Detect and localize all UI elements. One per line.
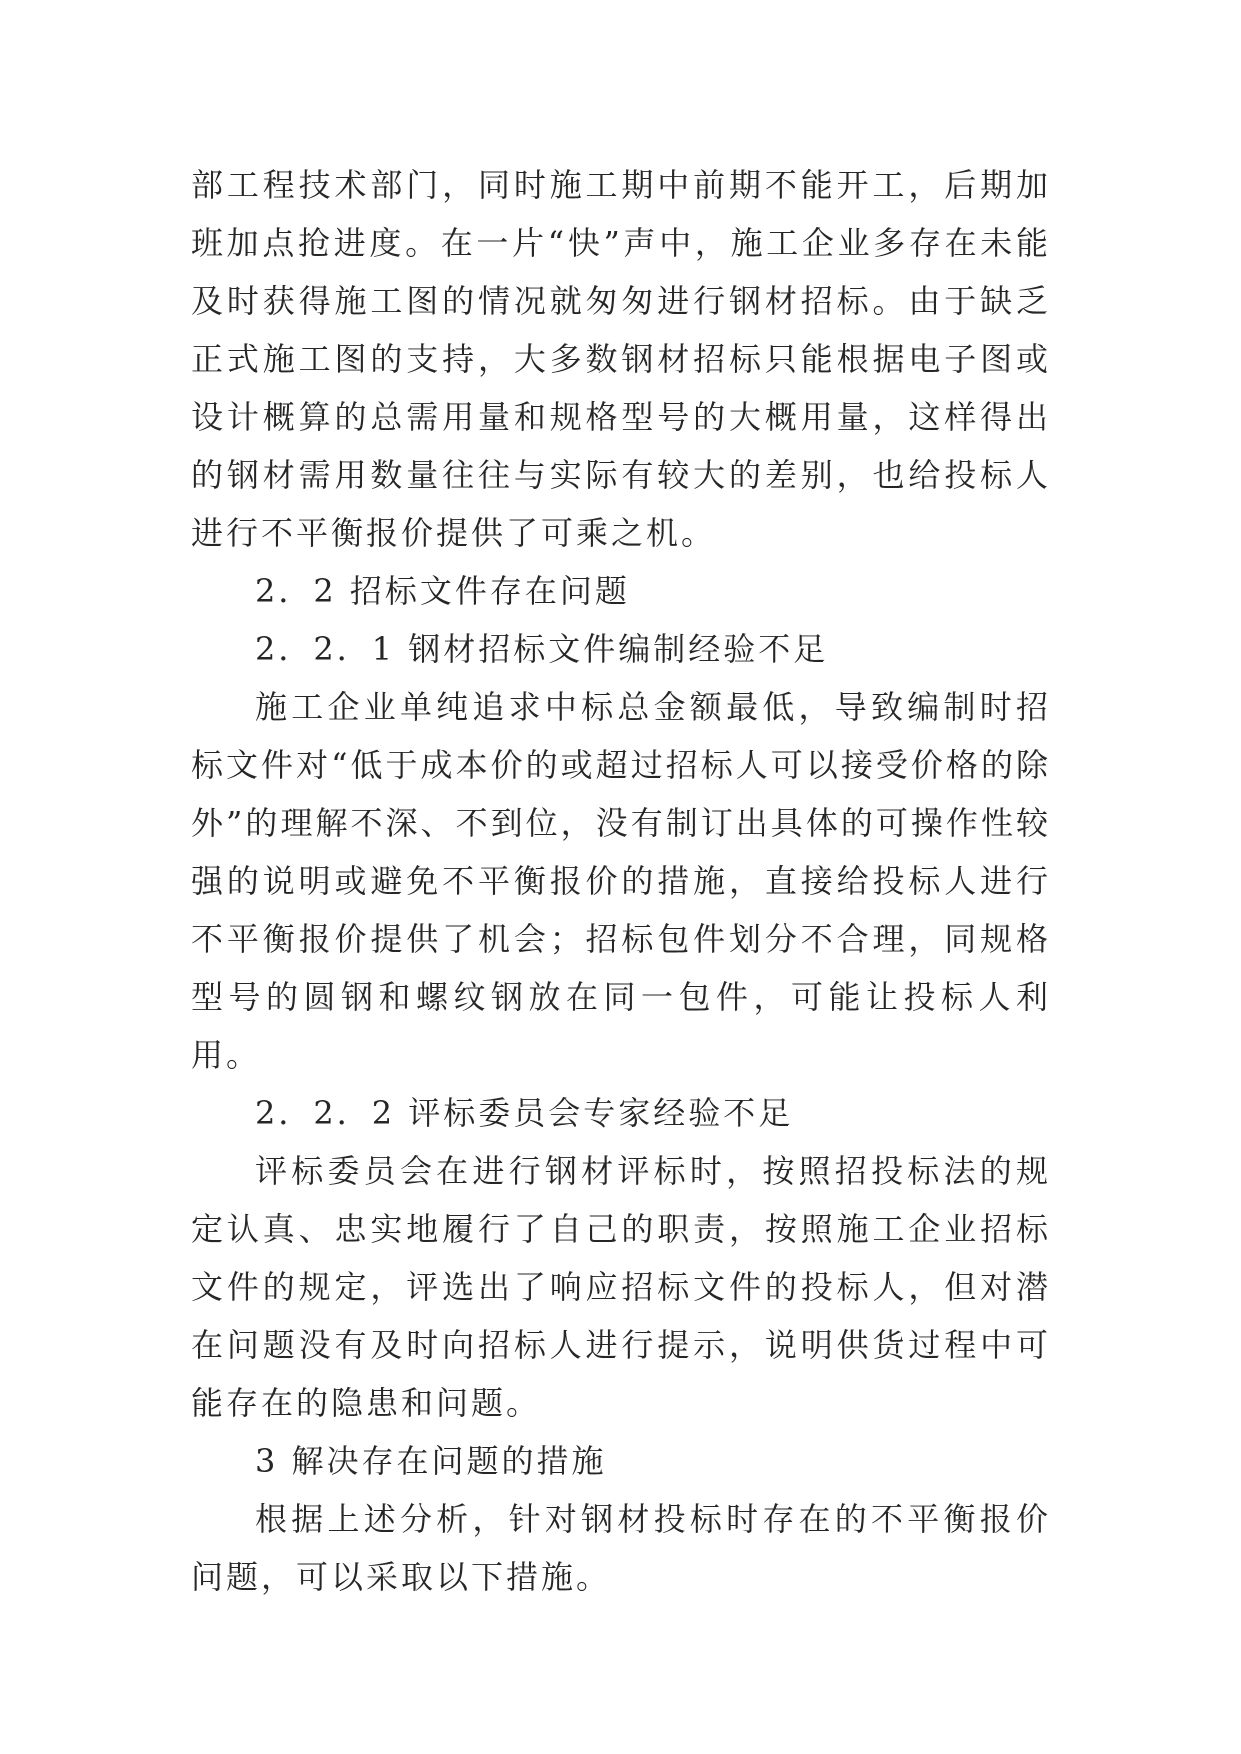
document-body [191,156,1051,1606]
paragraph-evaluation-committee: 评标委员会在进行钢材评标时，按照招投标法的规定认真、忠实地履行了自己的职责，按照施工企业招标文件的规定，评选出了响应招标文件的投标人，但对潜在问题没有及时向招标人进行提示，说明供货过程中可能存在的隐患和问题。 [191,1152,1051,1422]
section-heading-2-2-2: 2．2．2 评标委员会专家经验不足 [255,1094,794,1132]
section-heading-2-2: 2．2 招标文件存在问题 [255,572,630,610]
paragraph-bidding-docs: 施工企业单纯追求中标总金额最低，导致编制时招标文件对“低于成本价的或超过招标人可以接受价格的除外”的理解不深、不到位，没有制订出具体的可操作性较强的说明或避免不平衡报价的措施，直接给投标人进行不平衡报价提供了机会；招标包件划分不合理，同规格型号的圆钢和螺纹钢放在同一包件，可能让投标人利用。 [191,688,1051,1074]
paragraph-continued: 部工程技术部门，同时施工期中前期不能开工，后期加班加点抢进度。在一片“快”声中，施工企业多存在未能及时获得施工图的情况就匆匆进行钢材招标。由于缺乏正式施工图的支持，大多数钢材招标只能根据电子图或设计概算的总需用量和规格型号的大概用量，这样得出的钢材需用数量往往与实际有较大的差别，也给投标人进行不平衡报价提供了可乘之机。 [191,166,1051,552]
paragraph-measures-intro: 根据上述分析，针对钢材投标时存在的不平衡报价问题，可以采取以下措施。 [191,1500,1051,1596]
section-heading-3: 3 解决存在问题的措施 [255,1442,607,1480]
section-heading-2-2-1: 2．2．1 钢材招标文件编制经验不足 [255,630,829,668]
